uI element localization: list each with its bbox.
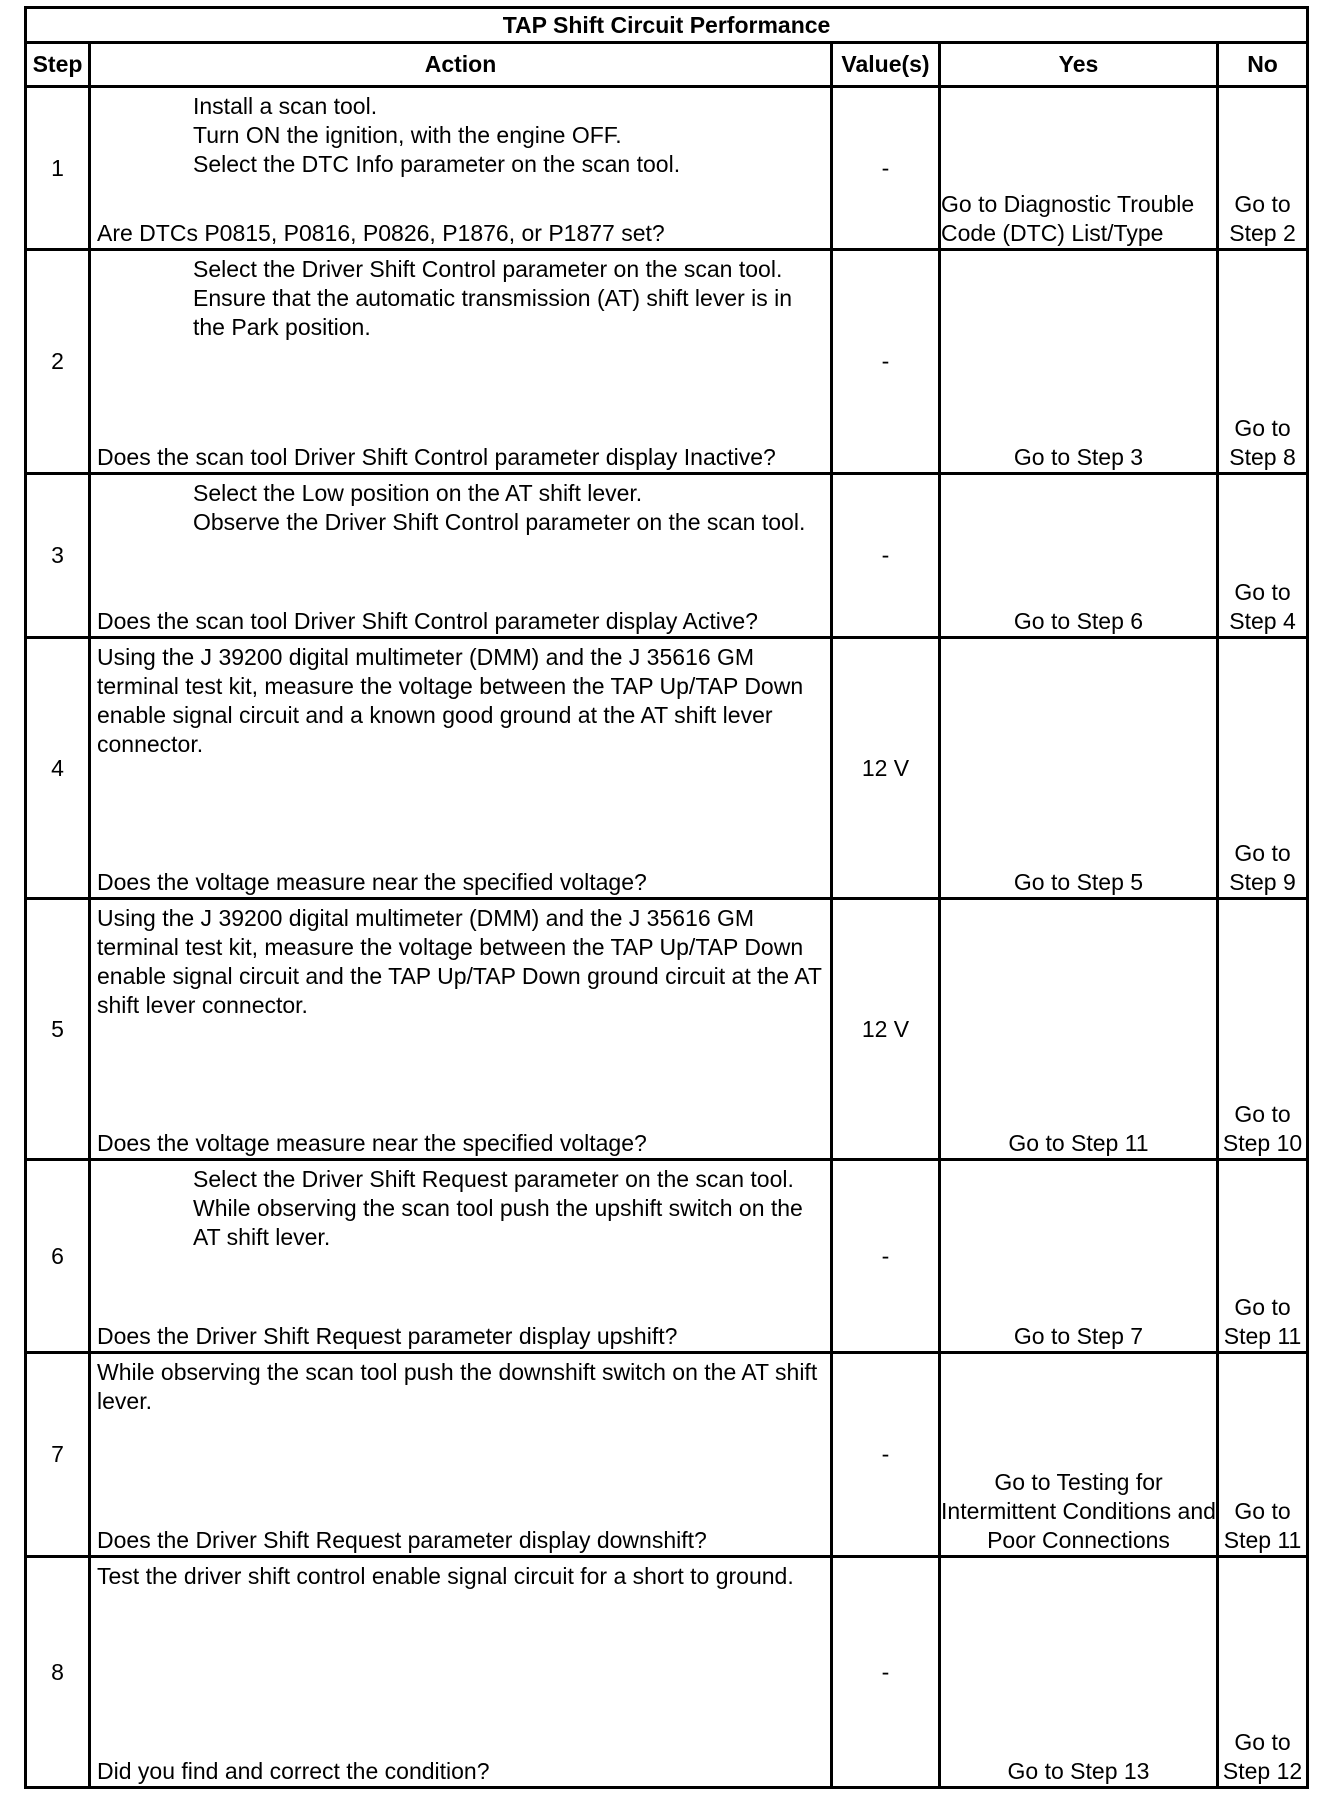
header-no: No: [1218, 43, 1308, 87]
table-row: [26, 250, 1308, 474]
table-row: [26, 899, 1308, 1160]
yes-link[interactable]: Go to Step 6: [940, 474, 1218, 638]
table-row: [26, 1557, 1308, 1788]
yes-link[interactable]: Go to Step 3: [940, 250, 1218, 474]
value-cell: 12 V: [832, 638, 940, 899]
action-cell: [90, 638, 832, 899]
action-step: Select the Driver Shift Request parameter on the scan tool.: [193, 1166, 794, 1192]
yes-link[interactable]: Go to Diagnostic Trouble Code (DTC) List/Type: [940, 87, 1218, 250]
step-number: 1: [26, 87, 90, 250]
action-question: Does the voltage measure near the specified voltage?: [97, 1130, 647, 1156]
step-number: 6: [26, 1160, 90, 1353]
action-step: Ensure that the automatic transmission (AT) shift lever is in the Park position.: [193, 285, 793, 340]
table-row: [26, 87, 1308, 250]
step-number: 5: [26, 899, 90, 1160]
header-yes: Yes: [940, 43, 1218, 87]
header-action: Action: [90, 43, 832, 87]
table-row: [26, 474, 1308, 638]
table-title: TAP Shift Circuit Performance: [26, 8, 1308, 43]
action-step: While observing the scan tool push the upshift switch on the AT shift lever.: [193, 1195, 803, 1250]
no-link[interactable]: Go to Step 12: [1218, 1557, 1308, 1788]
no-link[interactable]: Go to Step 10: [1218, 899, 1308, 1160]
header-step: Step: [26, 43, 90, 87]
yes-link[interactable]: Go to Step 5: [940, 638, 1218, 899]
value-cell: -: [832, 1353, 940, 1557]
action-question: Does the Driver Shift Request parameter display upshift?: [97, 1323, 678, 1349]
value-cell: -: [832, 1557, 940, 1788]
no-link[interactable]: Go to Step 2: [1218, 87, 1308, 250]
action-cell: [90, 1160, 832, 1353]
action-cell: [90, 1557, 832, 1788]
value-cell: -: [832, 250, 940, 474]
step-number: 2: [26, 250, 90, 474]
action-cell: [90, 250, 832, 474]
action-step: Select the DTC Info parameter on the scan tool.: [193, 151, 681, 177]
no-link[interactable]: Go to Step 11: [1218, 1160, 1308, 1353]
action-cell: [90, 1353, 832, 1557]
action-question: Are DTCs P0815, P0816, P0826, P1876, or P1877 set?: [97, 220, 665, 246]
table-row: [26, 1353, 1308, 1557]
action-step: Observe the Driver Shift Control parameter on the scan tool.: [193, 509, 806, 535]
action-step: Select the Driver Shift Control parameter on the scan tool.: [193, 256, 783, 282]
step-number: 8: [26, 1557, 90, 1788]
action-cell: [90, 474, 832, 638]
step-number: 4: [26, 638, 90, 899]
action-text: While observing the scan tool push the downshift switch on the AT shift lever.: [97, 1359, 818, 1414]
no-link[interactable]: Go to Step 9: [1218, 638, 1308, 899]
yes-link[interactable]: Go to Step 11: [940, 899, 1218, 1160]
action-question: Does the scan tool Driver Shift Control parameter display Active?: [97, 608, 758, 634]
action-question: Did you find and correct the condition?: [97, 1758, 490, 1784]
action-text: Using the J 39200 digital multimeter (DMM) and the J 35616 GM terminal test kit, measure the voltage between the TAP Up/TAP Down enable signal circuit and a known good ground at the AT shift lever connector.: [97, 644, 804, 757]
diagnostic-table: [24, 6, 1309, 1789]
table-row: [26, 638, 1308, 899]
value-cell: -: [832, 87, 940, 250]
header-values: Value(s): [832, 43, 940, 87]
action-text: Test the driver shift control enable signal circuit for a short to ground.: [97, 1563, 794, 1589]
action-cell: [90, 899, 832, 1160]
action-cell: [90, 87, 832, 250]
value-cell: -: [832, 1160, 940, 1353]
no-link[interactable]: Go to Step 11: [1218, 1353, 1308, 1557]
action-step: Install a scan tool.: [193, 93, 378, 119]
table-row: [26, 1160, 1308, 1353]
action-step: Turn ON the ignition, with the engine OFF.: [193, 122, 622, 148]
action-question: Does the Driver Shift Request parameter display downshift?: [97, 1527, 707, 1553]
action-question: Does the voltage measure near the specified voltage?: [97, 869, 647, 895]
action-text: Using the J 39200 digital multimeter (DMM) and the J 35616 GM terminal test kit, measure the voltage between the TAP Up/TAP Down enable signal circuit and the TAP Up/TAP Down ground circuit at the AT shift lever connector.: [97, 905, 822, 1018]
value-cell: -: [832, 474, 940, 638]
action-question: Does the scan tool Driver Shift Control parameter display Inactive?: [97, 444, 776, 470]
step-number: 3: [26, 474, 90, 638]
no-link[interactable]: Go to Step 8: [1218, 250, 1308, 474]
action-step: Select the Low position on the AT shift lever.: [193, 480, 643, 506]
yes-link[interactable]: Go to Step 7: [940, 1160, 1218, 1353]
yes-link[interactable]: Go to Testing for Intermittent Conditions and Poor Connections: [940, 1353, 1218, 1557]
no-link[interactable]: Go to Step 4: [1218, 474, 1308, 638]
step-number: 7: [26, 1353, 90, 1557]
value-cell: 12 V: [832, 899, 940, 1160]
yes-link[interactable]: Go to Step 13: [940, 1557, 1218, 1788]
